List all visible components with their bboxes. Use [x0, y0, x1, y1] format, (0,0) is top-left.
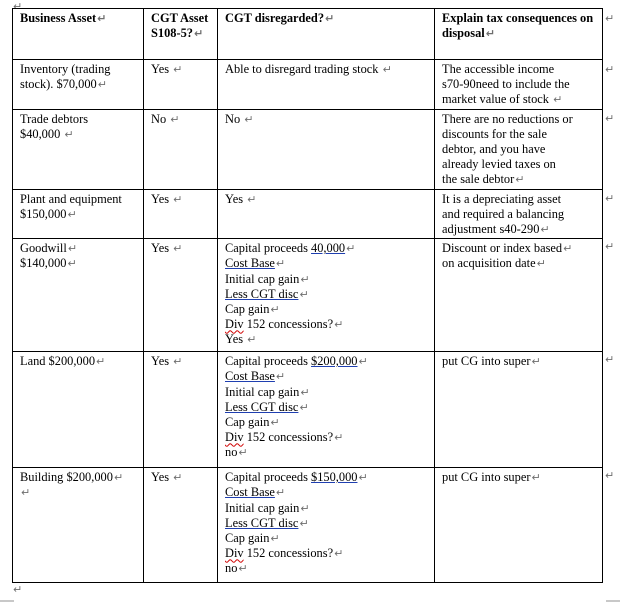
header-cgt-disregarded[interactable]: CGT disregarded?↵: [218, 9, 435, 60]
explain-cell[interactable]: There are no reductions or discounts for the sale debtor, and you have already levied taxes on the sale debtor↵: [435, 109, 603, 189]
table-row: [13, 60, 603, 110]
disregarded-cell[interactable]: No ↵: [218, 109, 435, 189]
header-business-asset[interactable]: Business Asset↵: [13, 9, 144, 60]
header-cgt-asset[interactable]: CGT Asset S108-5?↵: [144, 9, 218, 60]
explain-cell[interactable]: put CG into super↵: [435, 352, 603, 468]
row-end-mark: ↵: [605, 469, 615, 482]
cgt-asset-cell[interactable]: Yes ↵: [144, 60, 218, 110]
asset-cell[interactable]: Trade debtors $40,000 ↵: [13, 109, 144, 189]
cgt-asset-cell[interactable]: Yes ↵: [144, 189, 218, 239]
page-corner-right: [606, 600, 620, 602]
paragraph-mark: ↵: [13, 0, 23, 13]
cgt-table: [12, 8, 603, 583]
cgt-asset-cell[interactable]: Yes ↵: [144, 352, 218, 468]
explain-cell[interactable]: Discount or index based↵ on acquisition date↵: [435, 239, 603, 352]
disregarded-cell[interactable]: Capital proceeds 40,000↵ Cost Base↵ Initial cap gain↵ Less CGT disc↵ Cap gain↵ Div 152 concessions?↵ Yes ↵: [218, 239, 435, 352]
row-end-mark: ↵: [605, 353, 615, 366]
asset-cell[interactable]: Inventory (trading stock). $70,000↵: [13, 60, 144, 110]
header-row: [13, 9, 603, 60]
asset-cell[interactable]: Building $200,000↵ ↵: [13, 468, 144, 583]
table-row: [13, 239, 603, 352]
row-end-mark: ↵: [605, 112, 615, 125]
header-explain[interactable]: Explain tax consequences on disposal↵: [435, 9, 603, 60]
asset-cell[interactable]: Plant and equipment $150,000↵: [13, 189, 144, 239]
row-end-mark: ↵: [605, 63, 615, 76]
paragraph-mark: ↵: [13, 583, 23, 596]
disregarded-cell[interactable]: Yes ↵: [218, 189, 435, 239]
cgt-asset-cell[interactable]: Yes ↵: [144, 468, 218, 583]
disregarded-cell[interactable]: Capital proceeds $200,000↵ Cost Base↵ Initial cap gain↵ Less CGT disc↵ Cap gain↵ Div 152 concessions?↵ no↵: [218, 352, 435, 468]
table-row: [13, 352, 603, 468]
row-end-mark: ↵: [605, 240, 615, 253]
explain-cell[interactable]: The accessible income s70-90need to include the market value of stock ↵: [435, 60, 603, 110]
asset-cell[interactable]: Land $200,000↵: [13, 352, 144, 468]
table-row: [13, 189, 603, 239]
explain-cell[interactable]: It is a depreciating asset and required a balancing adjustment s40-290↵: [435, 189, 603, 239]
cgt-asset-cell[interactable]: No ↵: [144, 109, 218, 189]
page-corner-left: [0, 600, 14, 602]
row-end-mark: ↵: [605, 192, 615, 205]
explain-cell[interactable]: put CG into super↵: [435, 468, 603, 583]
asset-cell[interactable]: Goodwill↵ $140,000↵: [13, 239, 144, 352]
disregarded-cell[interactable]: Capital proceeds $150,000↵ Cost Base↵ Initial cap gain↵ Less CGT disc↵ Cap gain↵ Div 152 concessions?↵ no↵: [218, 468, 435, 583]
row-end-mark: ↵: [605, 12, 615, 25]
disregarded-cell[interactable]: Able to disregard trading stock ↵: [218, 60, 435, 110]
table-row: [13, 468, 603, 583]
cgt-asset-cell[interactable]: Yes ↵: [144, 239, 218, 352]
table-row: [13, 109, 603, 189]
